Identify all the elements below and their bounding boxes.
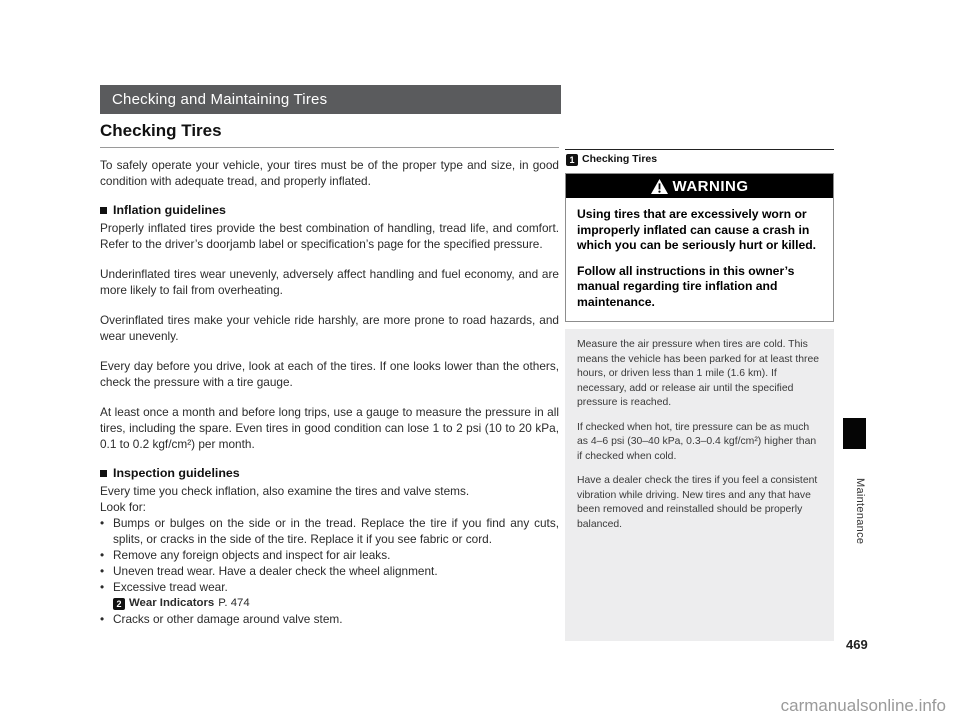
page-title: Checking Tires — [100, 121, 559, 148]
paragraph: At least once a month and before long trips, use a gauge to measure the pressure in all tires, including the spare. Even tires in good condition can lose 1 to 2 psi (10 to 20 kPa, 0.1 to 0.2 kgf/cm²) per month. — [100, 405, 559, 451]
sidebar-topic-label: Checking Tires — [582, 153, 658, 165]
list-item-text: Bumps or bulges on the side or in the tread. Replace the tire if you find any cuts, splits, or cracks in the side of the tire. Replace it if you see fabric or cord. — [113, 516, 559, 546]
square-bullet-icon — [100, 207, 107, 214]
warning-header — [566, 174, 833, 198]
list-item — [100, 563, 559, 579]
subheading-inspection-guidelines — [100, 466, 559, 480]
warning-title: WARNING — [672, 177, 749, 195]
warning-paragraph: Using tires that are excessively worn or improperly inflated can cause a crash in which you can be seriously hurt or killed. — [577, 207, 817, 252]
ref-number-icon: 1 — [566, 154, 578, 166]
list-item — [100, 515, 559, 547]
bullet-dot-icon: • — [100, 548, 105, 562]
ref-number-icon: 2 — [113, 598, 125, 610]
warning-paragraph: Follow all instructions in this owner’s manual regarding tire inflation and maintenance. — [577, 263, 795, 309]
list-item — [100, 547, 559, 563]
bullet-dot-icon: • — [100, 516, 105, 530]
subheading-inflation-guidelines — [100, 203, 559, 217]
list-item-text: Cracks or other damage around valve stem. — [113, 612, 343, 626]
list-item-text: Uneven tread wear. Have a dealer check the wheel alignment. — [113, 564, 438, 578]
subheading-label: Inflation guidelines — [113, 203, 226, 217]
warning-triangle-icon — [651, 179, 668, 194]
sidebar-topic-header — [565, 149, 834, 170]
main-content — [100, 121, 559, 627]
note-paragraph: If checked when hot, tire pressure can be as much as 4–6 psi (30–40 kPa, 0.3–0.4 kgf/cm²) higher than if checked when cold. — [577, 421, 817, 462]
intro-paragraph: To safely operate your vehicle, your tires must be of the proper type and size, in good condition with adequate tread, and properly inflated. — [100, 158, 559, 188]
warning-body — [566, 198, 833, 321]
section-header-bar — [100, 85, 561, 114]
section-header-title: Checking and Maintaining Tires — [112, 91, 328, 108]
warning-box — [565, 173, 834, 322]
paragraph: Every day before you drive, look at each of the tires. If one looks lower than the others, check the pressure with a tire gauge. — [100, 359, 559, 389]
paragraph: Overinflated tires make your vehicle ride harshly, are more prone to road hazards, and wear unevenly. — [100, 313, 559, 343]
note-paragraph: Measure the air pressure when tires are cold. This means the vehicle has been parked for at least three hours, or driven less than 1 mile (1.6 km). If necessary, add or release air until the specified pressure is reached. — [577, 339, 820, 408]
bullet-dot-icon: • — [100, 612, 105, 626]
chapter-tab-marker — [843, 418, 866, 449]
list-item — [100, 579, 559, 595]
cross-reference-label: Wear Indicators — [129, 597, 215, 609]
paragraph: Underinflated tires wear unevenly, adversely affect handling and fuel economy, and are more likely to fail from overheating. — [100, 267, 559, 297]
square-bullet-icon — [100, 470, 107, 477]
list-item-text: Remove any foreign objects and inspect for air leaks. — [113, 548, 391, 562]
cross-reference-page: P. 474 — [218, 597, 250, 609]
note-paragraph: Have a dealer check the tires if you feel a consistent vibration while driving. New tires and any that have been removed and reinstalled should be properly balanced. — [577, 475, 818, 530]
page-number: 469 — [846, 637, 868, 652]
watermark-text: carmanualsonline.info — [780, 696, 946, 715]
list-item — [100, 611, 559, 627]
paragraph: Properly inflated tires provide the best combination of handling, tread life, and comfort. Refer to the driver’s doorjamb label or specification’s page for the specified pressure. — [100, 221, 559, 251]
paragraph: Look for: — [100, 500, 146, 514]
bullet-dot-icon: • — [100, 564, 105, 578]
chapter-tab-label: Maintenance — [854, 477, 866, 545]
info-note-box — [565, 329, 834, 641]
paragraph: Every time you check inflation, also examine the tires and valve stems. — [100, 484, 470, 498]
subheading-label: Inspection guidelines — [113, 466, 240, 480]
cross-reference-wear-indicators[interactable] — [113, 595, 559, 611]
bullet-dot-icon: • — [100, 580, 105, 594]
sidebar — [565, 149, 834, 641]
list-item-text: Excessive tread wear. — [113, 580, 228, 594]
